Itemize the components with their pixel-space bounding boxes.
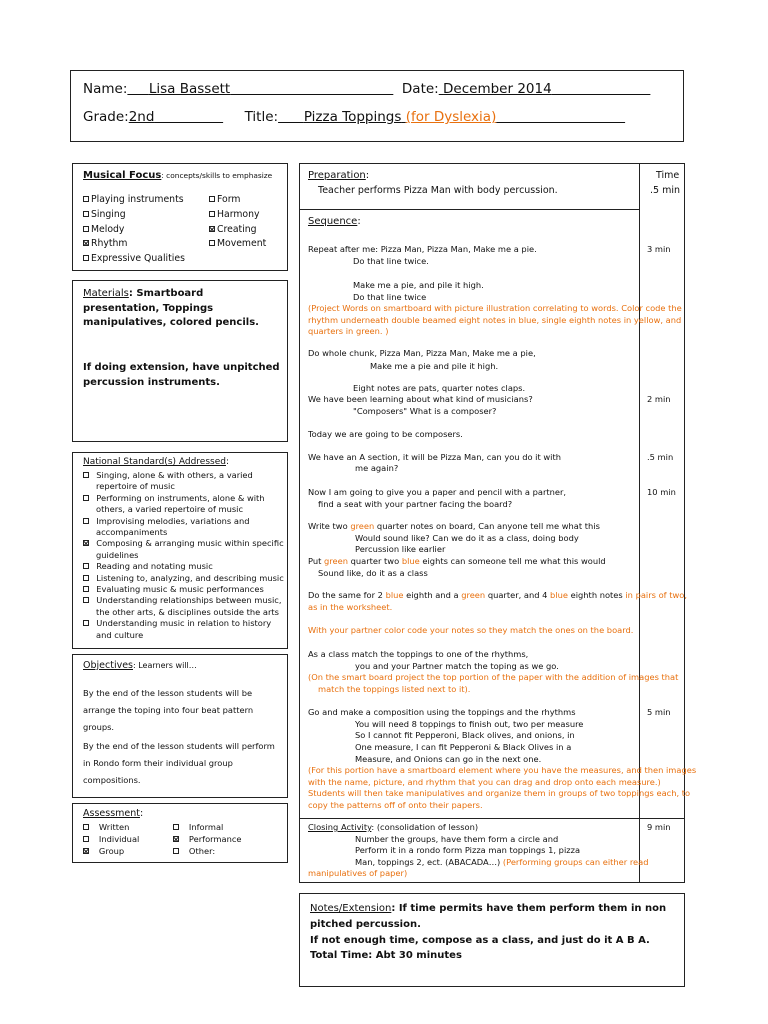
title-note: (for Dyslexia) [405,109,497,125]
assessment-item[interactable]: Written [83,821,139,833]
objective-1: By the end of the lesson students will be arrange the toping into four beat pattern groups. [83,688,254,732]
focus-item[interactable]: Expressive Qualities [83,252,185,267]
assessment-item[interactable]: Individual [83,833,139,845]
checkbox-icon [83,495,89,501]
objectives-heading: Objectives [83,660,133,671]
checkbox-icon [83,836,89,842]
name-value: Lisa Bassett [148,81,231,97]
checkbox-icon [83,226,89,232]
assessment-right-list [173,821,242,857]
assessment-item[interactable]: Informal [173,821,242,833]
notes-heading: Notes/Extension [310,903,392,914]
assessment-item[interactable]: Other: [173,845,242,857]
standard-item[interactable]: Improvising melodies, variations and accompaniments [83,516,287,539]
assessment-item[interactable]: Performance [173,833,242,845]
objective-2: By the end of the lesson students will perform in Rondo form their individual group compositions. [83,741,275,785]
closing-heading: Closing Activity [308,822,372,832]
title-label: Title: [244,109,279,125]
checkbox-icon [173,848,179,854]
checkbox-icon [83,255,89,261]
musical-focus-subheading: : concepts/skills to emphasize [161,171,273,180]
focus-item[interactable]: Melody [83,223,185,238]
date-value: December 2014 [443,81,552,97]
checkbox-icon [173,824,179,830]
focus-item[interactable]: Harmony [209,208,266,223]
standard-item[interactable]: Composing & arranging music within specific guidelines [83,538,287,561]
focus-left-list [83,193,185,267]
standard-item[interactable]: Understanding relationships between music, the other arts, & disciplines outside the arts [83,595,287,618]
assessment-item[interactable]: Group [83,845,139,857]
checked-checkbox-icon [83,240,89,246]
checkbox-icon [83,597,89,603]
checked-checkbox-icon [209,226,215,232]
assessment-left-list [83,821,139,857]
standard-item[interactable]: Evaluating music & music performances [83,584,287,595]
preparation-text: Teacher performs Pizza Man with body percussion. [318,185,558,196]
standard-item[interactable]: Performing on instruments, alone & with others, a varied repertoire of music [83,493,287,516]
date-label: Date: [401,81,439,97]
focus-item[interactable]: Playing instruments [83,193,185,208]
title-value: Pizza Toppings [303,109,402,125]
name-label: Name: [83,81,128,97]
name-date-row [83,81,650,97]
standard-item[interactable]: Understanding music in relation to history and culture [83,618,287,641]
time-header: Time [656,170,680,181]
focus-item[interactable]: Form [209,193,266,208]
checked-checkbox-icon [83,540,89,546]
focus-item[interactable]: Movement [209,237,266,252]
header-box [70,70,684,142]
checkbox-icon [83,196,89,202]
notes-box: Notes/Extension: If time permits have them perform them in non pitched percussion. If not enough time, compose as a class, and just do it A B A. Total Time: Abt 30 minutes [299,893,685,987]
preparation-time: .5 min [650,185,680,196]
checkbox-icon [209,196,215,202]
assessment-heading: Assessment [83,808,140,819]
checkbox-icon [83,575,89,581]
standard-item[interactable]: Singing, alone & with others, a varied repertoire of music [83,470,287,493]
focus-item[interactable]: Rhythm [83,237,185,252]
checkbox-icon [83,824,89,830]
grade-title-row [83,109,625,125]
assessment-box: Assessment: Written Individual Group Informal Performance Other: [72,803,288,863]
standard-item[interactable]: Listening to, analyzing, and describing music [83,573,287,584]
objectives-box: Objectives: Learners will… By the end of the lesson students will be arrange the toping into four beat pattern groups. By the end of the lesson students will perform in Rondo form their individual group compositions. [72,654,288,798]
checked-checkbox-icon [173,836,179,842]
musical-focus-box [72,163,288,271]
checkbox-icon [83,586,89,592]
sequence-heading: Sequence [308,216,358,227]
checkbox-icon [209,211,215,217]
materials-heading: Materials [83,288,129,299]
standards-heading: National Standard(s) Addressed [83,457,226,467]
checkbox-icon [83,211,89,217]
preparation-heading: Preparation [308,170,366,181]
materials-box [72,280,288,442]
standards-list [83,470,287,641]
closing-time: 9 min [647,822,671,832]
focus-right-list [209,193,266,252]
musical-focus-heading: Musical Focus [83,170,162,181]
grade-label: Grade: [83,109,129,125]
standard-item[interactable]: Reading and notating music [83,561,287,572]
checkbox-icon [83,518,89,524]
materials-extension: If doing extension, have unpitched percussion instruments. [83,362,280,388]
materials-text: Materials: Smartboard presentation, Toppings manipulatives, colored pencils. [83,288,259,328]
checkbox-icon [209,240,215,246]
checkbox-icon [83,563,89,569]
checkbox-icon [83,620,89,626]
checkbox-icon [83,472,89,478]
focus-item[interactable]: Creating [209,223,266,238]
checked-checkbox-icon [83,848,89,854]
focus-item[interactable]: Singing [83,208,185,223]
national-standards-box: National Standard(s) Addressed: Singing, alone & with others, a varied repertoire of music Performing on instruments, alone & with others, a varied repertoire of music Improvising melodies, variations and accompaniments Composing & arranging music within specific guidelines Reading and notating music Listening to, analyzing, and describing music Evaluating music & music performances Understanding relationships between music, the other arts, & disciplines outside the arts Understanding music in relation to history and culture [72,452,288,649]
grade-value: 2nd [128,109,155,125]
lesson-table: Preparation: Teacher performs Pizza Man with body percussion. Time .5 min Sequence: Repeat after me: Pizza Man, Pizza Man, Make me a pie. Do that line twice. Make me a pie, and pile it high. Do that line twice (Project Words on smartboard with picture illustration correlating to words. Color code the rhythm underneath double beamed eight notes in blue, single eighth notes in yellow, and quarters in green. ) Do whole chunk, Pizza Man, Pizza Man, Make me a pie, Make me a pie and pile it high. Eight notes are pats, quarter notes claps. We have been learning about what kind of musicians? "Composers" What is a composer? Today we are going to be composers. We have an A section, it will be Pizza Man, can you do it with me again? Now I am going to give you a paper and pencil with a partner, find a seat with your partner facing the board? Write two green quarter notes on board, Can anyone tell me what this Would sound like? Can we do it as a class, doing body Percussion like earlier Put green quarter two blue eights can someone tell me what this would Sound like, do it as a class Do the same for 2 blue eighth and a green quarter, and 4 blue eighth notes in pairs of two, as in the worksheet. With your partner color code your notes so they match the ones on the board. As a class match the toppings to one of the rhythms, you and your Partner match the toping as we go. (On the smart board project the top portion of the paper with the addition of images that match the toppings listed next to it). Go and make a composition using the toppings and the rhythms You will need 8 toppings to finish out, two per measure So I cannot fit Pepperoni, Black olives, and onions, in One measure, I can fit Pepperoni & Black Olives in a Measure, and Onions can go in the next one. (For this portion have a smartboard element where you have the measures, and then images with the name, picture, and rhythm that you can drag and drop onto each measure.) Students will then take manipulatives and organize them in groups of two toppings each, to copy the patterns off of onto their papers. 3 min 2 min .5 min 10 min 5 min Closing Activity: (consolidation of lesson) Number the groups, have them form a circle and Perform it in a rondo form Pizza man toppings 1, pizza Man, toppings 2, ect. (ABACADA…) (Performing groups can either read manipulatives of paper) 9 min [299,163,685,883]
